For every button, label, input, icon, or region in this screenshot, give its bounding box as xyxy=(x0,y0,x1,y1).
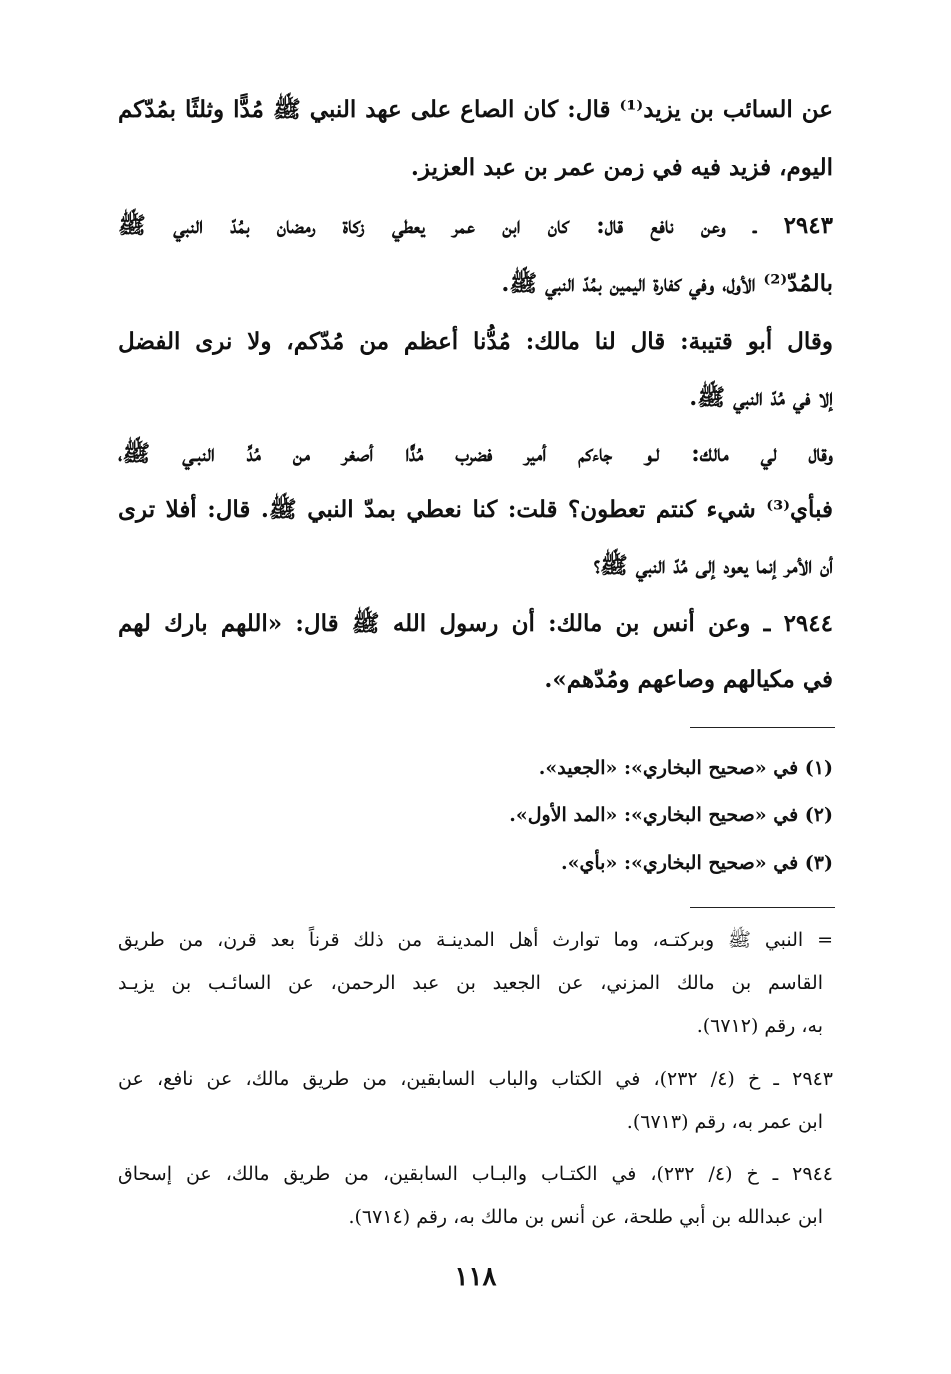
main-text-line: بالمُدّ⁽²⁾ الأول، وفي كفارة اليمين بمُدّ النبي ﷺ. xyxy=(501,270,833,297)
footnote: (٢) في «صحيح البخاري»: «المد الأول». xyxy=(509,804,833,826)
source-note-line: به، رقم (٦٧١٢). xyxy=(696,1015,823,1037)
footnote: (١) في «صحيح البخاري»: «الجعيد». xyxy=(538,757,833,779)
main-text-line: فبأي⁽³⁾ شيء كنتم تعطون؟ قلت: كنا نعطي بمدّ النبي ﷺ. قال: أفلا ترى xyxy=(118,496,833,523)
main-text-line: ٢٩٤٣ ـ وعن نافع قال: كان ابن عمر يعطي زكاة رمضان بمُدّ النبي ﷺ xyxy=(118,212,833,239)
footnote-separator xyxy=(690,727,835,728)
source-note-line: ابن عبدالله بن أبي طلحة، عن أنس بن مالك به، رقم (٦٧١٤). xyxy=(348,1206,823,1228)
source-note-line: القاسم بن مالك المزني، عن الجعيد بن عبد الرحمن، عن السائـب بن يزيـد xyxy=(118,972,823,994)
main-text-line: إلا في مُدّ النبي ﷺ. xyxy=(689,384,833,411)
main-text-line: أن الأمر إنما يعود إلى مُدّ النبي ﷺ؟ xyxy=(593,552,833,579)
main-text-line: وقال لي مالك: لـو جاءكم أمير فضرب مُدًّا أصغر من مُدِّ النبـي ﷺ، xyxy=(118,440,833,467)
notes-separator xyxy=(690,907,835,908)
page-number: ١١٨ xyxy=(454,1262,497,1292)
source-note-line: ٢٩٤٣ ـ خ (٤/ ٢٣٢)، في الكتاب والباب السابقين، من طريق مالك، عن نافع، عن xyxy=(118,1068,833,1090)
source-note-line: ابن عمر به، رقم (٦٧١٣). xyxy=(626,1111,823,1133)
main-text-line: ٢٩٤٤ ـ وعن أنس بن مالك: أن رسول الله ﷺ قال: «اللهم بارك لهم xyxy=(118,610,833,637)
source-note-line: ٢٩٤٤ ـ خ (٤/ ٢٣٢)، في الكتـاب والبـاب السابقين، من طريق مالك، عن إسحاق xyxy=(118,1163,833,1185)
main-text-line: وقال أبو قتيبة: قال لنا مالك: مُدُّنا أعظم من مُدّكم، ولا نرى الفضل xyxy=(118,328,833,355)
main-text-line: في مكيالهم وصاعهم ومُدّهم». xyxy=(544,666,833,693)
source-note-line: = النبي ﷺ وبركتـه، وما توارث أهل المدينـة من ذلك قرناً بعد قرن، من طريق xyxy=(118,929,833,951)
footnote: (٣) في «صحيح البخاري»: «بأي». xyxy=(561,852,833,874)
main-text-line: عن السائب بن يزيد⁽¹⁾ قال: كان الصاع على عهد النبي ﷺ مُدًّا وثلثًا بمُدّكم xyxy=(118,96,833,123)
main-text-line: اليوم، فزيد فيه في زمن عمر بن عبد العزيز. xyxy=(410,154,833,181)
